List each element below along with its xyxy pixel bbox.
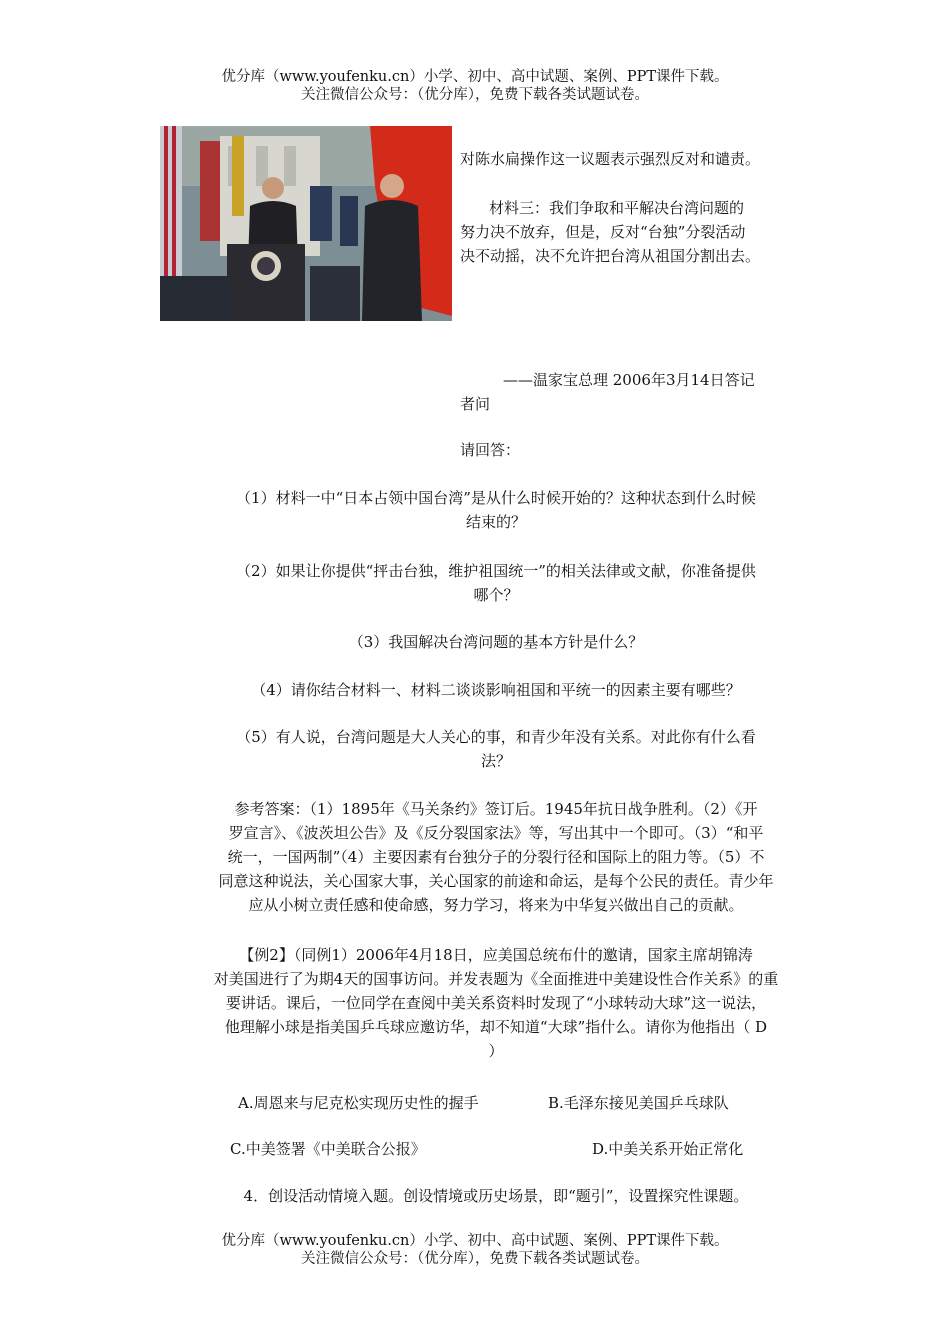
example-2-line-5: ）	[488, 1042, 504, 1060]
question-3: （3）我国解决台湾问题的基本方针是什么？	[348, 633, 644, 651]
material-3-line-3: 决不动摇，决不允许把台湾从祖国分割出去。	[460, 247, 761, 265]
question-2-line-1: （2）如果让你提供“抨击台独，维护祖国统一”的相关法律或文献，你准备提供	[236, 562, 756, 580]
example-2	[180, 943, 812, 1063]
material-3-line-1: 材料三：我们争取和平解决台湾问题的	[489, 199, 745, 217]
question-1-line-2: 结束的？	[465, 513, 526, 531]
question-5-line-2: 法？	[480, 752, 511, 770]
answer-line-5: 应从小树立责任感和使命感，努力学习，将来为中华复兴做出自己的贡献。	[248, 896, 744, 914]
example-2-line-4: 他理解小球是指美国乒乓球应邀访华，却不知道“大球”指什么。请你为他指出（ D	[224, 1018, 768, 1036]
footer-line-2: 关注微信公众号：（优分库），免费下载各类试题试卷。	[301, 1251, 649, 1267]
answer-line-1: 参考答案：（1）1895年《马关条约》签订后。1945年抗日战争胜利。（2）《开	[234, 800, 758, 818]
material-3-line-2: 努力决不放弃，但是，反对“台独”分裂活动	[460, 223, 746, 241]
page-header	[0, 68, 950, 104]
example-2-line-2: 对美国进行了为期4天的国事访问。并发表题为《全面推进中美建设性合作关系》的重	[213, 970, 779, 988]
header-line-2: 关注微信公众号：（优分库），免费下载各类试题试卷。	[301, 87, 649, 103]
option-b: B.毛泽东接见美国乒乓球队	[548, 1094, 729, 1112]
option-a: A.周恩来与尼克松实现历史性的握手	[238, 1094, 479, 1112]
header-line-1: 优分库（www.youfenku.cn）小学、初中、高中试题、案例、PPT课件下载。	[221, 69, 729, 85]
question-2-line-2: 哪个？	[473, 586, 519, 604]
material-2-continued: 对陈水扁操作这一议题表示强烈反对和谴责。	[460, 150, 761, 168]
question-5	[180, 725, 812, 773]
answer-line-3: 统一，一国两制”（4）主要因素有台独分子的分裂行径和国际上的阻力等。（5）不	[227, 848, 765, 866]
option-c: C.中美签署《中美联合公报》	[230, 1140, 426, 1158]
question-2	[180, 559, 812, 607]
question-prompt: 请回答：	[460, 441, 521, 459]
reference-answer	[180, 797, 812, 917]
footer-line-1: 优分库（www.youfenku.cn）小学、初中、高中试题、案例、PPT课件下载。	[221, 1233, 729, 1249]
news-photo	[160, 126, 452, 321]
question-1-line-1: （1）材料一中“日本占领中国台湾”是从什么时候开始的？这种状态到什么时候	[236, 489, 756, 507]
page-footer	[0, 1232, 950, 1268]
answer-line-2: 罗宣言》、《波茨坦公告》及《反分裂国家法》等，写出其中一个即可。（3）“和平	[228, 824, 764, 842]
question-5-line-1: （5）有人说，台湾问题是大人关心的事，和青少年没有关系。对此你有什么看	[236, 728, 756, 746]
question-1	[180, 486, 812, 534]
material-3-source-line-1: ——温家宝总理 2006年3月14日答记	[503, 371, 755, 389]
option-d: D.中美关系开始正常化	[592, 1140, 744, 1158]
material-3-source-line-2: 者问	[460, 395, 491, 413]
example-2-line-1: 【例2】（同例1）2006年4月18日，应美国总统布什的邀请，国家主席胡锦涛	[239, 946, 753, 964]
example-2-line-3: 要讲话。课后，一位同学在查阅中美关系资料时发现了“小球转动大球”这一说法，	[225, 994, 767, 1012]
question-4: （4）请你结合材料一、材料二谈谈影响祖国和平统一的因素主要有哪些？	[251, 681, 741, 699]
section-4-heading: 4．创设活动情境入题。创设情境或历史场景，即“题引”，设置探究性课题。	[243, 1187, 749, 1205]
answer-line-4: 同意这种说法，关心国家大事，关心国家的前途和命运，是每个公民的责任。青少年	[218, 872, 774, 890]
